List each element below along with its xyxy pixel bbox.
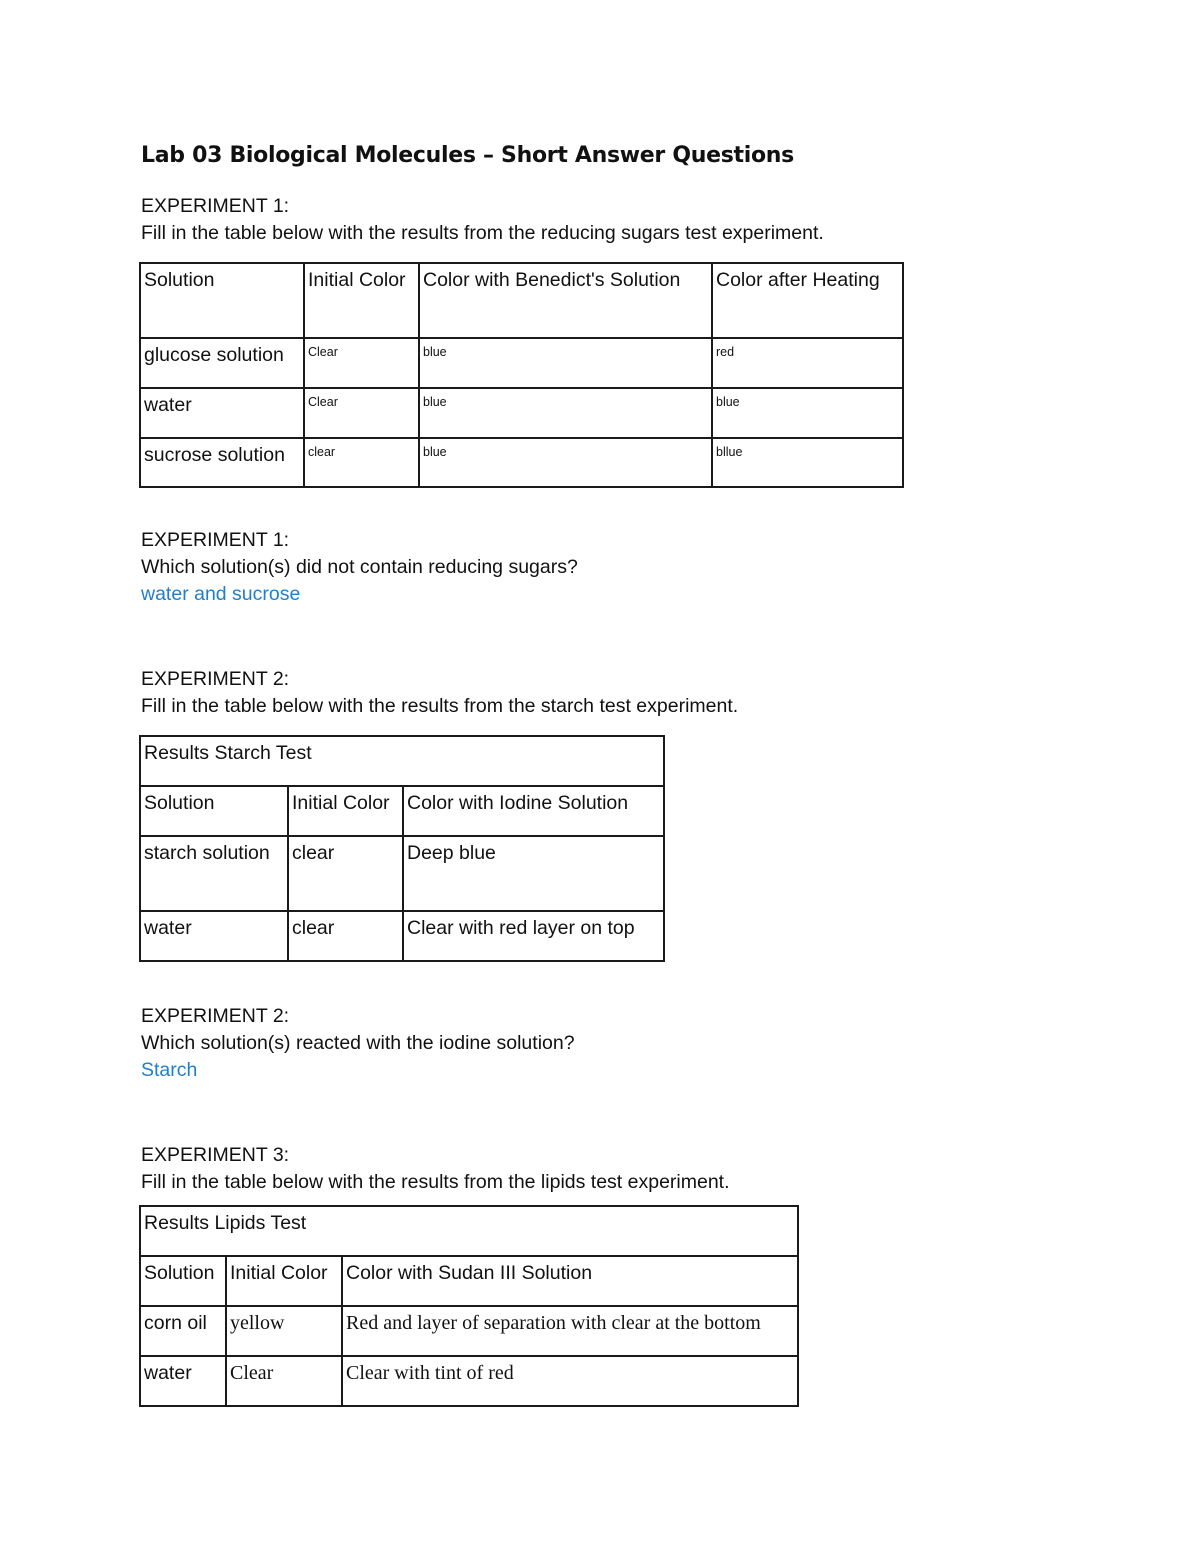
cell-solution: water (140, 1356, 226, 1406)
cell-solution: water (140, 388, 304, 438)
exp3-intro (141, 1142, 730, 1196)
cell-initial-color: Clear (304, 338, 419, 388)
cell-solution: corn oil (140, 1306, 226, 1356)
header-solution: Solution (140, 786, 288, 836)
table-row (140, 438, 903, 487)
q2-answer: Starch (141, 1059, 198, 1081)
cell-sudan-color: Clear with tint of red (342, 1356, 798, 1406)
cell-solution: starch solution (140, 836, 288, 911)
reducing-sugars-table (139, 262, 904, 488)
exp1-question-block (141, 527, 578, 608)
lipids-test-table (139, 1205, 799, 1407)
exp3-instruction: Fill in the table below with the results from the lipids test experiment. (141, 1171, 730, 1193)
header-initial-color: Initial Color (288, 786, 403, 836)
table-caption-row (140, 736, 664, 786)
table-row (140, 911, 664, 961)
exp2-question-block (141, 1003, 575, 1084)
cell-initial-color: Clear (304, 388, 419, 438)
cell-benedicts-color: blue (419, 388, 712, 438)
exp1-heading: EXPERIMENT 1: (141, 195, 290, 217)
table-caption-row (140, 1206, 798, 1256)
document-title: Lab 03 Biological Molecules – Short Answer Questions (141, 143, 794, 168)
table-caption: Results Starch Test (140, 736, 664, 786)
table-row (140, 836, 664, 911)
exp1-instruction: Fill in the table below with the results from the reducing sugars test experiment. (141, 222, 824, 244)
header-initial-color: Initial Color (226, 1256, 342, 1306)
header-benedicts-color: Color with Benedict's Solution (419, 263, 712, 338)
cell-initial-color: yellow (226, 1306, 342, 1356)
table-header-row (140, 786, 664, 836)
header-solution: Solution (140, 1256, 226, 1306)
cell-after-heating: bllue (712, 438, 903, 487)
header-solution: Solution (140, 263, 304, 338)
table-caption: Results Lipids Test (140, 1206, 798, 1256)
exp2-instruction: Fill in the table below with the results from the starch test experiment. (141, 695, 739, 717)
exp2-intro (141, 666, 738, 720)
cell-sudan-color: Red and layer of separation with clear at the bottom (342, 1306, 798, 1356)
cell-after-heating: red (712, 338, 903, 388)
cell-benedicts-color: blue (419, 338, 712, 388)
cell-after-heating: blue (712, 388, 903, 438)
table-header-row (140, 1256, 798, 1306)
cell-solution: sucrose solution (140, 438, 304, 487)
cell-initial-color: clear (288, 836, 403, 911)
cell-benedicts-color: blue (419, 438, 712, 487)
cell-initial-color: Clear (226, 1356, 342, 1406)
table-row (140, 1356, 798, 1406)
starch-test-table (139, 735, 665, 962)
cell-iodine-color: Deep blue (403, 836, 664, 911)
q1-answer: water and sucrose (141, 583, 301, 605)
q1-question: Which solution(s) did not contain reducing sugars? (141, 556, 578, 578)
cell-initial-color: clear (288, 911, 403, 961)
header-after-heating: Color after Heating (712, 263, 903, 338)
q2-heading: EXPERIMENT 2: (141, 1005, 290, 1027)
header-initial-color: Initial Color (304, 263, 419, 338)
table-row (140, 1306, 798, 1356)
table-header-row (140, 263, 903, 338)
exp1-intro (141, 193, 824, 247)
cell-solution: water (140, 911, 288, 961)
cell-iodine-color: Clear with red layer on top (403, 911, 664, 961)
header-iodine-color: Color with Iodine Solution (403, 786, 664, 836)
cell-solution: glucose solution (140, 338, 304, 388)
exp2-heading: EXPERIMENT 2: (141, 668, 290, 690)
cell-initial-color: clear (304, 438, 419, 487)
header-sudan-color: Color with Sudan III Solution (342, 1256, 798, 1306)
q1-heading: EXPERIMENT 1: (141, 529, 290, 551)
q2-question: Which solution(s) reacted with the iodine solution? (141, 1032, 575, 1054)
table-row (140, 388, 903, 438)
table-row (140, 338, 903, 388)
exp3-heading: EXPERIMENT 3: (141, 1144, 290, 1166)
